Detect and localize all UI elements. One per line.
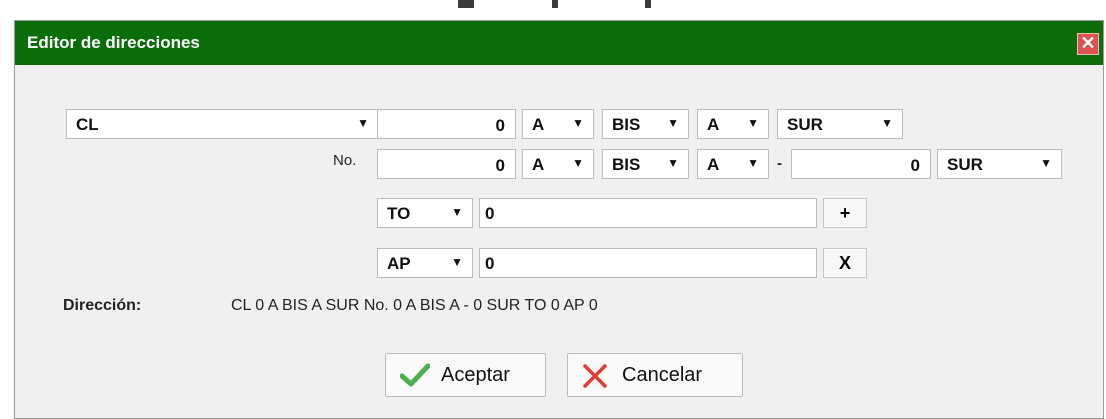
- plate-number2-value: 0: [910, 156, 920, 175]
- chevron-down-icon: ▼: [451, 255, 463, 269]
- via-type-value: CL: [76, 115, 99, 134]
- chevron-down-icon: ▼: [881, 116, 893, 130]
- remove-complement-button[interactable]: X: [823, 248, 867, 278]
- complement2-value: 0: [485, 254, 495, 273]
- cancel-button-label: Cancelar: [622, 364, 703, 386]
- via-cardinal-select[interactable]: [777, 109, 903, 139]
- x-icon: [582, 363, 608, 395]
- number-label: No.: [333, 152, 357, 169]
- address-editor-dialog: [14, 20, 1104, 419]
- plate-letter-value: A: [532, 155, 545, 174]
- chevron-down-icon: ▼: [667, 156, 679, 170]
- accept-button[interactable]: [385, 353, 546, 397]
- background-fragment: [458, 0, 474, 8]
- plate-letter2-value: A: [707, 155, 720, 174]
- complement2-type-value: AP: [387, 254, 411, 273]
- chevron-down-icon: ▼: [451, 205, 463, 219]
- plate-letter-select[interactable]: [522, 149, 594, 179]
- chevron-down-icon: ▼: [747, 156, 759, 170]
- via-cardinal-value: SUR: [787, 115, 823, 134]
- chevron-down-icon: ▼: [747, 116, 759, 130]
- chevron-down-icon: ▼: [572, 156, 584, 170]
- plate-cardinal-select[interactable]: [937, 149, 1062, 179]
- chevron-down-icon: ▼: [1040, 156, 1052, 170]
- complement-type-select[interactable]: [377, 198, 473, 228]
- plate-number-value: 0: [495, 156, 505, 175]
- plate-number-input[interactable]: [377, 149, 516, 179]
- complement2-type-select[interactable]: [377, 248, 473, 278]
- chevron-down-icon: ▼: [572, 116, 584, 130]
- plate-cardinal-value: SUR: [947, 155, 983, 174]
- dialog-title: Editor de direcciones: [27, 33, 200, 52]
- plate-number2-input[interactable]: [791, 149, 931, 179]
- dash-separator: -: [777, 155, 782, 172]
- address-label: Dirección:: [63, 297, 142, 314]
- address-value: CL 0 A BIS A SUR No. 0 A BIS A - 0 SUR TO 0 AP 0: [231, 297, 598, 314]
- via-type-select[interactable]: [66, 109, 379, 139]
- chevron-down-icon: ▼: [357, 116, 369, 130]
- plate-letter2-select[interactable]: [697, 149, 769, 179]
- complement-value-input[interactable]: [479, 198, 817, 228]
- accept-button-label: Aceptar: [441, 364, 510, 386]
- plate-bis-select[interactable]: [602, 149, 689, 179]
- complement-type-value: TO: [387, 204, 411, 223]
- via-letter-select[interactable]: [522, 109, 594, 139]
- via-bis-value: BIS: [612, 115, 641, 134]
- complement-value: 0: [485, 204, 495, 223]
- cancel-button[interactable]: [567, 353, 743, 397]
- background-strip: [0, 0, 1106, 20]
- via-number-value: 0: [495, 116, 505, 135]
- chevron-down-icon: ▼: [667, 116, 679, 130]
- via-letter2-select[interactable]: [697, 109, 769, 139]
- via-letter-value: A: [532, 115, 545, 134]
- background-fragment: [552, 0, 558, 8]
- check-icon: [400, 363, 430, 393]
- via-number-input[interactable]: [377, 109, 516, 139]
- dialog-titlebar: [15, 21, 1103, 65]
- plate-bis-value: BIS: [612, 155, 641, 174]
- close-icon[interactable]: ✕: [1077, 33, 1099, 55]
- via-letter2-value: A: [707, 115, 720, 134]
- via-bis-select[interactable]: [602, 109, 689, 139]
- add-complement-button[interactable]: +: [823, 198, 867, 228]
- background-fragment: [645, 0, 651, 8]
- complement2-value-input[interactable]: [479, 248, 817, 278]
